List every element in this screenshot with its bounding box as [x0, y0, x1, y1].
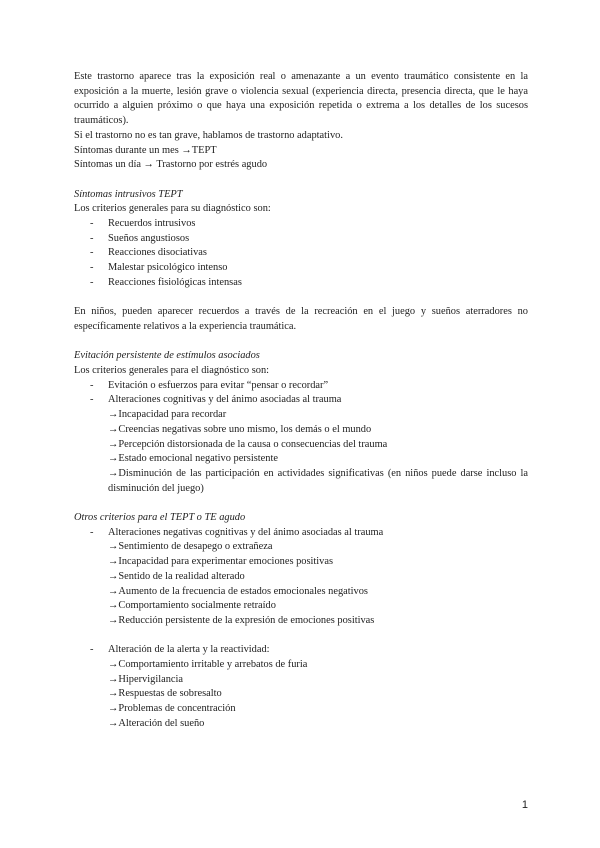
intro-acute-duration: Síntomas un día → Trastorno por estrés agudo — [74, 159, 268, 171]
section-heading-other-criteria: Otros criterios para el TEPT o TE agudo — [74, 512, 246, 524]
list-item: - Alteración de la alerta y la reactividad: — [74, 643, 528, 658]
sub-item: →Sentido de la realidad alterado — [108, 570, 245, 582]
sub-item: →Comportamiento irritable y arrebatos de furia — [108, 659, 308, 671]
sub-item: →Aumento de la frecuencia de estados emocionales negativos — [108, 585, 368, 597]
section-lead-avoidance: Los criterios generales para el diagnóstico son: — [74, 365, 270, 377]
children-note-paragraph: En niños, pueden aparecer recuerdos a través de la recreación en el juego y sueños aterradores no específicamente relativos a la experiencia traumática. — [74, 306, 528, 332]
list-item: - Recuerdos intrusivos — [74, 217, 528, 232]
section-heading-intrusive: Síntomas intrusivos TEPT — [74, 188, 183, 200]
list-item: - Malestar psicológico intenso — [74, 261, 528, 276]
list-item: - Evitación o esfuerzos para evitar “pensar o recordar” — [74, 379, 528, 394]
sub-item: →Hipervigilancia — [108, 673, 184, 685]
list-item: - Sueños angustiosos — [74, 232, 528, 247]
section-heading-avoidance: Evitación persistente de estímulos asociados — [74, 350, 260, 362]
list-item: - Reacciones disociativas — [74, 246, 528, 261]
list-item: - Alteraciones negativas cognitivas y del ánimo asociadas al trauma — [74, 526, 528, 541]
sub-item: →Estado emocional negativo persistente — [108, 453, 278, 465]
sub-item: →Incapacidad para recordar — [108, 409, 227, 421]
section-lead-intrusive: Los criterios generales para su diagnóstico son: — [74, 203, 271, 215]
other-criteria-list-1 — [74, 526, 528, 541]
intro-paragraph: Este trastorno aparece tras la exposición real o amenazante a un evento traumático consistente en la exposición a la muerte, lesión grave o violencia sexual (experiencia directa, presencia directa, que le haya ocurrido a alguien próximo o que haya una exposición repetida o extrema a los detalles de los sucesos traumáticos). — [74, 71, 528, 127]
sub-item: →Creencias negativas sobre uno mismo, los demás o el mundo — [108, 423, 372, 435]
intro-adaptive-note: Si el trastorno no es tan grave, hablamos de trastorno adaptativo. — [74, 129, 343, 141]
sub-item: →Incapacidad para experimentar emociones positivas — [108, 556, 334, 568]
intrusive-symptoms-list — [74, 217, 528, 291]
other-criteria-list-2 — [74, 643, 528, 658]
list-item: - Reacciones fisiológicas intensas — [74, 276, 528, 291]
list-item: - Alteraciones cognitivas y del ánimo asociadas al trauma — [74, 393, 528, 408]
sub-item: →Respuestas de sobresalto — [108, 688, 222, 700]
sub-item: →Alteración del sueño — [108, 717, 205, 729]
intro-tept-duration: Síntomas durante un mes →TEPT — [74, 144, 217, 156]
sub-item: →Sentimiento de desapego o extrañeza — [108, 541, 273, 553]
sub-item: →Reducción persistente de la expresión de emociones positivas — [108, 614, 375, 626]
sub-item: →Percepción distorsionada de la causa o consecuencias del trauma — [108, 438, 388, 450]
sub-item: →Comportamiento socialmente retraído — [108, 600, 276, 612]
avoidance-criteria-list — [74, 379, 528, 408]
page-number: 1 — [521, 799, 528, 811]
sub-item: →Disminución de las participación en actividades significativas (en niños puede darse incluso la disminución del juego) — [108, 467, 528, 494]
sub-item: →Problemas de concentración — [108, 703, 236, 715]
